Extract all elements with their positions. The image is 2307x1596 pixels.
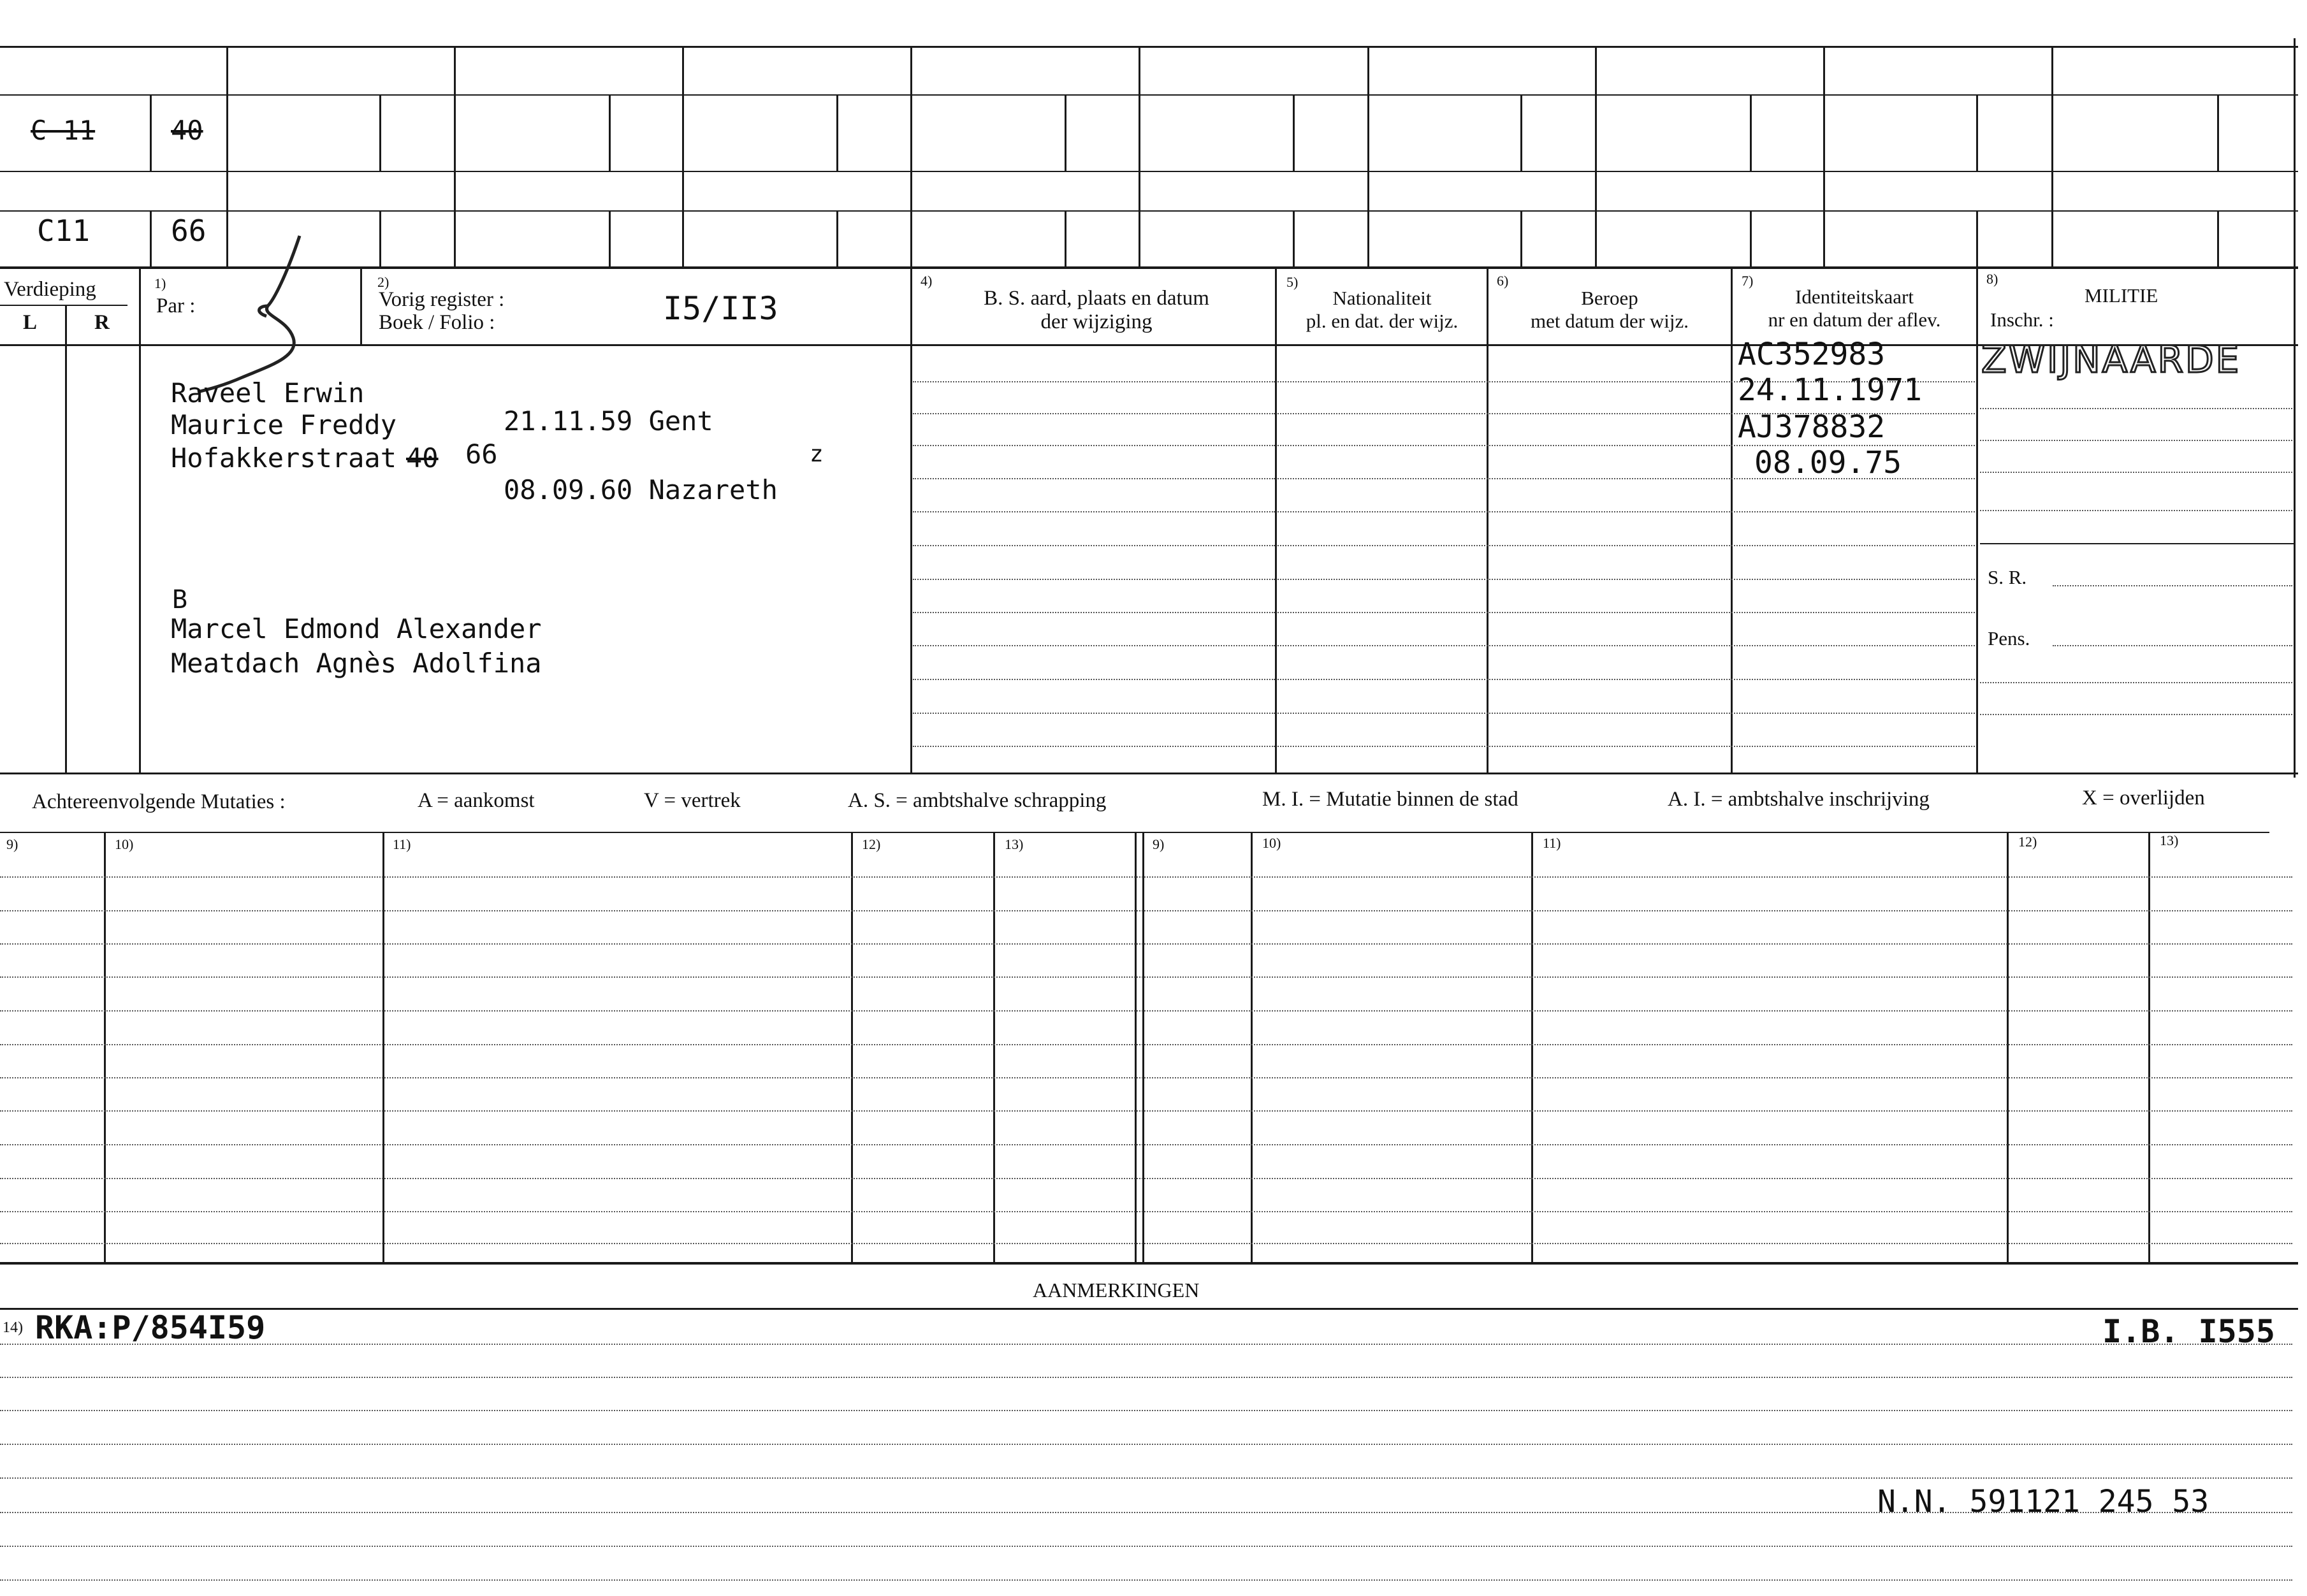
inschr-label: Inschr. : — [1990, 308, 2054, 331]
nationaliteit-line2: pl. en dat. der wijz. — [1306, 310, 1459, 332]
pens-line — [2053, 645, 2292, 646]
sr-label: S. R. — [1988, 566, 2027, 588]
bs-header — [918, 287, 1275, 334]
current-code: C11 — [37, 214, 91, 248]
field-number: 14) — [3, 1319, 23, 1336]
entry-line — [1277, 645, 1975, 646]
entry-line — [913, 445, 1275, 446]
entry-line — [0, 1178, 2292, 1179]
birth-date-place: 21.11.59 Gent — [504, 405, 713, 437]
rule — [0, 46, 2298, 48]
identity-card-2-date: 08.09.75 — [1754, 445, 1902, 481]
par-label: Par : — [156, 294, 196, 317]
person-middle-names: Maurice Freddy — [171, 409, 397, 440]
legend-internal-move: M. I. = Mutatie binnen de stad — [1262, 788, 1518, 811]
person-surname-firstname: Raveel Erwin — [171, 377, 365, 409]
entry-line — [0, 1010, 2292, 1012]
remarks-line — [0, 1377, 2292, 1378]
legend-registered: A. I. = ambtshalve inschrijving — [1668, 788, 1930, 811]
rule — [836, 94, 838, 171]
rule — [1293, 210, 1295, 266]
rule — [1520, 94, 1522, 171]
entry-line — [913, 645, 1275, 646]
margin-mark: z — [810, 441, 824, 467]
rule — [609, 210, 611, 266]
field-number: 8) — [1986, 271, 1998, 287]
rule — [0, 94, 2298, 96]
sr-line — [2053, 585, 2292, 586]
arrival-date-place: 08.09.60 Nazareth — [504, 474, 778, 505]
rule — [2217, 94, 2219, 171]
entry-line — [0, 976, 2292, 978]
entry-line — [913, 679, 1275, 680]
entry-line — [913, 579, 1275, 580]
identiteitskaart-header — [1733, 286, 1976, 331]
municipality-stamp: ZWIJNAARDE — [1981, 338, 2241, 381]
identity-card-2: AJ378832 — [1738, 409, 1886, 445]
rule — [1976, 269, 1978, 773]
entry-line — [1980, 682, 2292, 683]
entry-line — [1277, 612, 1975, 613]
identiteitskaart-line1: Identiteitskaart — [1795, 286, 1914, 308]
legend-deceased: X = overlijden — [2082, 787, 2205, 809]
rule — [1135, 832, 1137, 1262]
rule — [2217, 210, 2219, 266]
rule — [0, 171, 2298, 172]
rule — [1976, 210, 1978, 266]
rule — [360, 269, 362, 345]
entry-line — [1277, 679, 1975, 680]
identiteitskaart-line2: nr en datum der aflev. — [1768, 308, 1941, 331]
beroep-line2: met datum der wijz. — [1531, 310, 1689, 332]
rule — [1065, 94, 1066, 171]
entry-line — [0, 876, 2292, 878]
remarks-line — [0, 1512, 2292, 1513]
entry-line — [0, 943, 2292, 945]
register-value: I5/II3 — [663, 290, 778, 327]
field-number: 6) — [1497, 273, 1509, 289]
rule — [2294, 38, 2296, 778]
rule — [0, 344, 2298, 346]
rule — [0, 266, 2298, 269]
column-number: 13) — [2160, 832, 2179, 848]
entry-line — [913, 381, 1275, 382]
entry-line — [913, 713, 1275, 714]
beroep-line1: Beroep — [1581, 287, 1638, 309]
entry-line — [1980, 472, 2292, 473]
rule — [609, 94, 611, 171]
remarks-line — [0, 1546, 2292, 1547]
entry-line — [1980, 510, 2292, 511]
father-name: Marcel Edmond Alexander — [171, 613, 542, 644]
rule — [382, 832, 384, 1262]
ib-reference: I.B. I555 — [2102, 1313, 2275, 1350]
field-number: 4) — [921, 273, 933, 289]
rule — [836, 210, 838, 266]
remarks-line — [0, 1410, 2292, 1411]
rule — [0, 1308, 2298, 1310]
beroep-header — [1489, 287, 1730, 333]
rule — [2051, 46, 2053, 266]
current-number: 66 — [171, 214, 207, 248]
rule — [1142, 832, 1144, 1262]
remarks-line — [0, 1477, 2292, 1479]
entry-line — [0, 1144, 2292, 1145]
entry-line — [1277, 545, 1975, 546]
legend-arrival: A = aankomst — [418, 789, 535, 812]
rule — [379, 210, 381, 266]
rule — [2148, 832, 2150, 1262]
entry-line — [913, 545, 1275, 546]
rule — [1976, 94, 1978, 171]
rule — [104, 832, 106, 1262]
rule — [2007, 832, 2009, 1262]
rule — [65, 305, 67, 773]
remarks-line — [0, 1344, 2292, 1345]
rule — [1275, 269, 1277, 773]
old-code: C 11 — [31, 115, 96, 146]
field-number: 1) — [154, 275, 166, 291]
entry-line — [1277, 579, 1975, 580]
rule — [910, 269, 912, 773]
rule — [454, 46, 456, 266]
identity-card-1: AC352983 — [1738, 337, 1886, 372]
entry-line — [0, 910, 2292, 911]
col-l-label: L — [23, 311, 38, 334]
vorig-register-label: Vorig register : — [379, 288, 505, 311]
entry-line — [0, 1211, 2292, 1212]
rule — [1139, 46, 1140, 266]
rule — [150, 94, 152, 171]
rule — [1293, 94, 1295, 171]
column-number: 11) — [1543, 835, 1561, 851]
nationaliteit-header — [1277, 287, 1487, 333]
column-number: 9) — [6, 836, 18, 852]
entry-line — [1277, 746, 1975, 747]
column-number: 10) — [1262, 835, 1281, 851]
old-house-number: 40 — [406, 442, 439, 474]
field-number: 2) — [377, 274, 389, 290]
rule — [1487, 269, 1488, 773]
entry-line — [1277, 713, 1975, 714]
rule — [993, 832, 995, 1262]
rule — [1823, 46, 1825, 266]
entry-line — [1980, 714, 2292, 715]
rule — [1251, 832, 1253, 1262]
column-number: 12) — [2018, 834, 2037, 850]
entry-line — [913, 511, 1275, 512]
verdieping-label: Verdieping — [4, 278, 96, 301]
national-number: N.N. 591121 245 53 — [1877, 1484, 2209, 1520]
legend-title: Achtereenvolgende Mutaties : — [32, 790, 286, 813]
entry-line — [913, 612, 1275, 613]
rule — [0, 305, 127, 306]
boek-folio-label: Boek / Folio : — [379, 311, 495, 334]
column-number: 11) — [393, 836, 411, 852]
entry-line — [0, 1243, 2292, 1244]
rule — [910, 46, 912, 266]
new-house-number: 66 — [465, 439, 498, 470]
rule — [0, 1262, 2298, 1265]
legend-departure: V = vertrek — [644, 789, 741, 812]
bs-header-line2: der wijziging — [1040, 310, 1153, 333]
rule — [1065, 210, 1066, 266]
rule — [139, 269, 141, 773]
rule — [1531, 832, 1533, 1262]
rule — [1750, 94, 1752, 171]
entry-line — [1980, 440, 2292, 441]
identity-card-1-date: 24.11.1971 — [1738, 372, 1922, 408]
remarks-title: AANMERKINGEN — [1033, 1279, 1200, 1302]
remarks-line — [0, 1579, 2292, 1581]
column-number: 12) — [862, 836, 881, 852]
rule — [851, 832, 853, 1262]
entry-line — [913, 478, 1275, 479]
legend-struck-off: A. S. = ambtshalve schrapping — [848, 789, 1107, 812]
entry-line — [0, 1077, 2292, 1078]
entry-line — [913, 413, 1275, 414]
rule — [1980, 543, 2294, 544]
column-number: 9) — [1153, 836, 1165, 852]
rka-reference: RKA:P/854I59 — [35, 1309, 266, 1346]
remarks-line — [0, 1444, 2292, 1445]
rule — [1520, 210, 1522, 266]
entry-line — [913, 746, 1275, 747]
col-r-label: R — [94, 311, 110, 334]
bs-header-line1: B. S. aard, plaats en datum — [984, 287, 1209, 310]
rule — [1750, 210, 1752, 266]
rule — [379, 94, 381, 171]
field-number: 7) — [1742, 273, 1754, 289]
rule — [150, 210, 152, 266]
militie-label: MILITIE — [2085, 284, 2158, 307]
nationaliteit-line1: Nationaliteit — [1332, 287, 1432, 309]
pens-label: Pens. — [1988, 627, 2030, 649]
rule — [1731, 269, 1733, 773]
rule — [682, 46, 684, 266]
pen-stroke-signature — [191, 229, 319, 395]
street-name: Hofakkerstraat — [171, 442, 397, 474]
field-number: 5) — [1286, 274, 1299, 290]
relation-mark: B — [172, 585, 188, 614]
entry-line — [1980, 408, 2292, 409]
old-number: 40 — [171, 115, 203, 146]
entry-line — [0, 1044, 2292, 1045]
rule — [1595, 46, 1597, 266]
rule — [0, 773, 2298, 774]
column-number: 10) — [115, 836, 134, 852]
rule — [0, 210, 2298, 212]
entry-line — [1277, 511, 1975, 512]
mother-name: Meatdach Agnès Adolfina — [171, 648, 542, 679]
rule — [1367, 46, 1369, 266]
entry-line — [0, 1110, 2292, 1112]
column-number: 13) — [1005, 836, 1024, 852]
